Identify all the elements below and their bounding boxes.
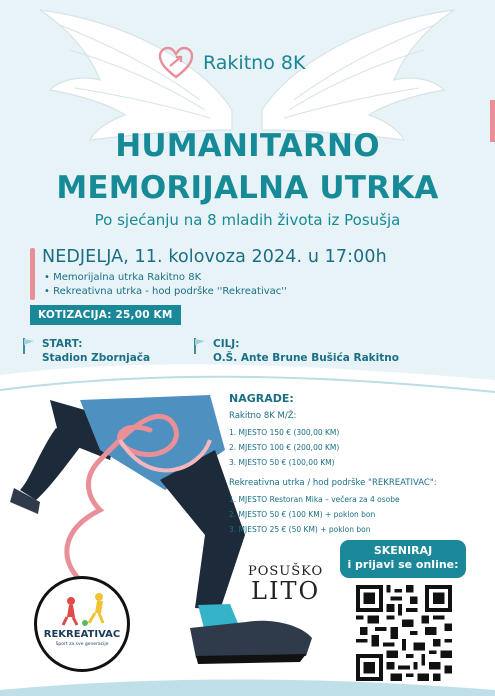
prize-item: 2. MJESTO 50 € (100 KM) + poklon bon	[229, 510, 376, 519]
rekreativac-name: REKREATIVAC	[43, 629, 121, 640]
prize-item: 1. MJESTO 150 € (300,00 KM)	[229, 428, 340, 437]
prizes-heading: NAGRADE:	[229, 392, 294, 405]
title-line-1: HUMANITARNO	[115, 128, 380, 164]
posusko-line-2: LITO	[251, 577, 321, 605]
posusko-line-1: POSUŠKO	[248, 564, 324, 579]
scan-register-box	[340, 540, 466, 578]
prizes-group-title: Rekreativna utrka / hod podrške "REKREATIVAC":	[229, 478, 437, 488]
accent-bar-left	[30, 248, 35, 300]
start-location	[22, 337, 150, 365]
event-date: NEDJELJA, 11. kolovoza 2024. u 17:00h	[42, 247, 387, 267]
finish-location	[193, 337, 399, 365]
subtitle: Po sjećanju na 8 mladih života iz Posušja	[94, 211, 401, 229]
rekreativac-tagline: Sport za sve generacije	[55, 642, 109, 647]
scan-line-2: i prijavi se online:	[347, 558, 459, 571]
finish-value: O.Š. Ante Brune Bušića Rakitno	[213, 352, 399, 364]
prizes-group-title: Rakitno 8K M/Ž:	[229, 411, 297, 421]
children-playing-icon	[37, 583, 127, 633]
start-value: Stadion Zbornjača	[42, 352, 151, 364]
brand	[158, 44, 305, 82]
title-line-2: MEMORIJALNA UTRKA	[56, 170, 439, 206]
prize-item: 3. MJESTO 50 € (100,00 KM)	[229, 458, 335, 467]
prize-item: 1. MJESTO Restoran Mika – večera za 4 osobe	[229, 495, 400, 504]
event-item: • Memorijalna utrka Rakitno 8K	[44, 271, 287, 285]
scan-line-1: SKENIRAJ	[373, 544, 433, 557]
start-label: START:	[42, 338, 83, 350]
posusko-lito-logo	[248, 564, 323, 603]
prize-item: 3. MJESTO 25 € (50 KM) + poklon bon	[229, 525, 371, 534]
prize-item: 2. MJESTO 100 € (200,00 KM)	[229, 443, 340, 452]
prizes-section	[229, 392, 459, 537]
brand-name: Rakitno 8K	[203, 52, 306, 74]
event-item: • Rekreativna utrka - hod podrške ''Rekreativac''	[44, 285, 287, 299]
heart-arrow-icon	[158, 46, 194, 80]
flag-icon	[22, 337, 36, 355]
rekreativac-logo	[34, 576, 130, 672]
finish-label: CILJ:	[213, 338, 240, 350]
flag-icon	[193, 337, 207, 355]
event-list	[44, 271, 287, 299]
qr-code-icon	[356, 585, 452, 681]
qr-code[interactable]	[356, 585, 452, 681]
registration-fee: KOTIZACIJA: 25,00 KM	[30, 305, 181, 325]
